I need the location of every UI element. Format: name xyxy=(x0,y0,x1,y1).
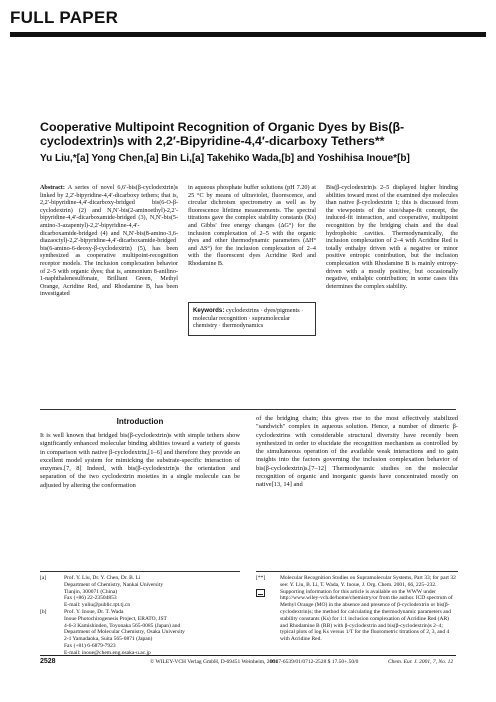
affiliation-line: 2-1 Yamadaoka, Suita 565-0871 (Japan) xyxy=(64,636,153,643)
introduction-column-2: of the bridging chain; this gives rise to the most effectively stabilized "sandwich" complex in aqueous solution. Hence, a number of dimeric β-cyclodextrins with considerable structural diversity have recently been synthesized in order to elucidate the recognition mechanism as controlled by the simultaneous operation of the available weak interactions and to gain insights into the factors governing the inclusion complexation behavior of bis(β-cyclodextrin)s.[7–12] Thermodynamic studies on the molecular recognition of organic and inorganic guests have concentrated mostly on native[13, 14] and xyxy=(256,415,458,489)
affiliation-line: E-mail: inoue@chem.eng.osaka-u.ac.jp xyxy=(64,649,151,656)
introduction-heading: Introduction xyxy=(116,417,164,426)
abstract-label: Abstract: xyxy=(40,185,65,191)
abstract-column-1 xyxy=(40,185,178,299)
keywords-text: cyclodextrins · dyes/pigments · molecular recognition · supramolecular chemistry · thermodynamics xyxy=(193,308,304,330)
abstract-column-3: Bis(β-cyclodextrin)s 2–5 displayed higher binding abilities toward most of the examined dye molecules than native β-cyclodextrin 1; this is discussed from the viewpoints of the size/shape-fit concept, the induced-fit interaction, and cooperative, multipoint recognition by the bridging chain and the dual hydrophobic cavities. Thermodynamically, the inclusion complexation of 2–4 with Acridine Red is totally enthalpy driven with a negative or minor positive entropic contribution, but the inclusion complexation with Rhodamine B is mainly entropy-driven with a mostly positive, but occasionally negative, enthalpic contribution; in some cases this determines the complex stability. xyxy=(326,185,458,290)
affiliation-b xyxy=(40,609,240,657)
introduction-column-1: It is well known that bridged bis(β-cyclodextrin)s with simple tethers show significantly enhanced molecular binding abilities toward a variety of guests in comparison with native β-cyclodextrin,[1–6] and therefore they provide an excellent model system for mimicking the substrate-specific interaction of enzymes.[7, 8] Indeed, with bis(β-cyclodextrin)s the orientation and separation of the two cyclodextrin moieties in a single molecule can be adjusted by altering the conformation xyxy=(40,432,240,489)
affiliation-line: Prof. Y. Liu, Dr. Y. Chen, Dr. B. Li xyxy=(64,575,141,581)
affiliation-line: Department of Chemistry, Nankai University xyxy=(64,581,164,588)
affiliation-line: E-mail: yuliu@public.tpt.tj.cn xyxy=(64,602,131,609)
affiliation-a xyxy=(40,575,240,609)
keywords-label: Keywords: xyxy=(193,307,225,314)
affiliation-tag: [b] xyxy=(40,608,47,615)
affiliations xyxy=(40,575,240,657)
abstract-column-2: in aqueous phosphate buffer solutions (pH 7.20) at 25 °C by means of ultraviolet, fluorescence, and circular dichroism spectrometry as well as by fluorescence lifetime measurements. The spectral titrations gave the complex stability constants (Ks) and Gibbs' free energy changes (ΔG°) for the inclusion complexation of 2–5 with the organic dyes and other thermodynamic parameters (ΔH° and ΔS°) for the inclusion complexation of 2–4 with the fluorescent dyes Acridine Red and Rhodamine B. xyxy=(188,185,316,267)
keywords-box xyxy=(188,302,316,336)
author-list: Yu Liu,*[a] Yong Chen,[a] Bin Li,[a] Takehiko Wada,[b] and Yoshihisa Inoue*[b] xyxy=(40,153,410,164)
series-note-text: Molecular Recognition Studies on Supramolecular Systems, Part 33; for part 32 see: Y. Liu, B. Li, T. Wada, Y. Inoue, J. Org. Chem. 2001, 66, 225–232. xyxy=(280,575,456,588)
supporting-info-text: Supporting information for this article is available on the WWW under http://www.wiley-vch.de/home/chemistry/or from the author. ICD spectrum of Methyl Orange (MO) in the absence and presence of β-cyclodextrin or bis(β-cyclodextrin)s; the method for calculating the thermodynamic parameters and stability constants (Ks) for 1:1 inclusion complexation of Acridine Red (AR) and Rhodamine B (RB) with β-cyclodextrin and bis(β-cyclodextrin)s 2–4; typical plots of log Ks versus 1/T for the fluorometric titrations of 2, 3, and 4 with Acridine Red. xyxy=(280,588,453,643)
publisher-line: © WILEY-VCH Verlag GmbH, D-69451 Weinheim, 2001 xyxy=(150,659,278,665)
series-note xyxy=(256,575,458,589)
affiliation-tag: [a] xyxy=(40,575,47,581)
affiliation-line: 4-6-3 Kamishinden, Toyonaka 565-0085 (Japan) and xyxy=(64,622,181,629)
series-note-tag: [**] xyxy=(256,575,266,581)
footnote-rule-right xyxy=(256,571,458,572)
affiliation-line: Prof. Y. Inoue, Dr. T. Wada xyxy=(64,608,124,615)
notes xyxy=(256,575,458,643)
section-header: FULL PAPER xyxy=(10,8,119,27)
paper-title: Cooperative Multipoint Recognition of Organic Dyes by Bis(β-cyclodextrin)s with 2,2′-Bipyridine-4,4′-dicarboxy Tethers** xyxy=(40,120,405,148)
footnote-rule-left xyxy=(40,571,240,572)
affiliation-line: Fax (+86) 22-23504853 xyxy=(64,595,117,602)
header-rule xyxy=(10,32,486,37)
affiliation-line: Tianjin, 300071 (China) xyxy=(64,588,118,595)
footer-rule xyxy=(40,655,456,656)
abstract-text-1: A series of novel 6,6′-bis(β-cyclodextrin)s linked by 2,2′-bipyridine-4,4′-dicarboxy tethers; that is, 2,2′-bipyridine-4,4′-dicarboxy-bridged bis(6-O-β-cyclodextrin) (2) and N,N′-bis(2-aminoethyl)-2,2′-bipyridine-4,4′-dicarboxamide-bridged (3), N,N′-bis(5-amino-3-azapentyl)-2,2′-bipyridine-4,4′-dicarboxamide-bridged (4) and N,N′-bis(8-amino-3,6-diazaoctyl)-2,2′-bipyridine-4,4′-dicarboxamide-bridged bis(6-amino-6-deoxy-β-cyclodextrin) (5), has been synthesized as cooperative multipoint-recognition receptor models. The inclusion complexation behavior of 2–5 with organic dyes; that is, ammonium 8-anilino-1-naphthalenesulfonate, Brilliant Green, Methyl Orange, Acridine Red, and Rhodamine B, has been investigated xyxy=(40,185,179,298)
affiliation-line: Inoue Photochirogenesis Project, ERATO, JST xyxy=(64,615,167,622)
abstract-divider xyxy=(40,409,456,410)
article-code: 0947-6539/01/0712-2528 $ 17.50+.50/0 xyxy=(270,659,359,665)
affiliation-line: Fax (+81) 6-6879-7923 xyxy=(64,642,116,649)
affiliation-line: Department of Molecular Chemistry, Osaka University xyxy=(64,629,185,636)
computer-icon xyxy=(256,589,265,597)
page-number: 2528 xyxy=(40,658,56,665)
supporting-info-note xyxy=(256,589,458,643)
journal-citation: Chem. Eur. J. 2001, 7, No. 12 xyxy=(388,659,454,665)
